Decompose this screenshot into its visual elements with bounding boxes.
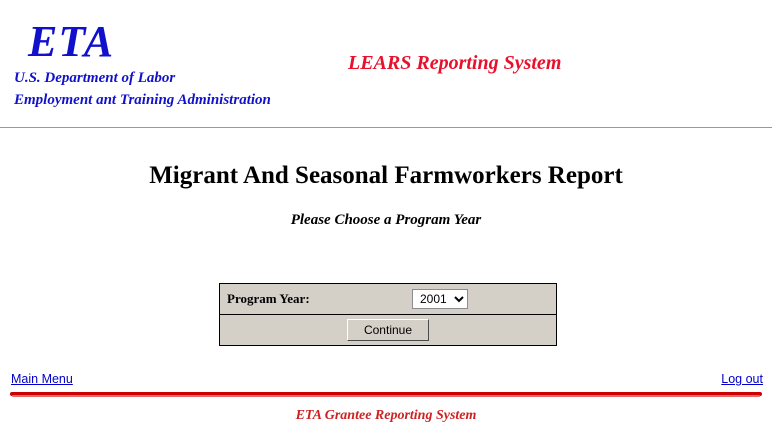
program-year-form	[219, 283, 557, 346]
logout-link[interactable]: Log out	[721, 372, 763, 386]
form-actions-row	[220, 315, 556, 345]
program-year-label: Program Year:	[227, 291, 310, 306]
page-title: Migrant And Seasonal Farmworkers Report	[149, 162, 623, 189]
eta-logo: ETA	[28, 17, 115, 66]
continue-button[interactable]: Continue	[347, 319, 429, 341]
main-content	[0, 162, 772, 337]
footer-divider	[10, 392, 762, 396]
agency-name-line-2: Employment ant Training Administration	[14, 92, 271, 108]
footer-tagline: ETA Grantee Reporting System	[295, 408, 477, 423]
page-subtitle: Please Choose a Program Year	[290, 212, 482, 228]
system-title: LEARS Reporting System	[348, 52, 562, 74]
page-header	[0, 0, 772, 128]
main-menu-link[interactable]: Main Menu	[11, 372, 73, 386]
program-year-row	[220, 284, 556, 315]
header-divider	[0, 127, 772, 128]
program-year-select-wrapper	[412, 289, 468, 309]
agency-name-line-1: U.S. Department of Labor	[14, 70, 176, 86]
program-year-select[interactable]	[412, 289, 468, 309]
